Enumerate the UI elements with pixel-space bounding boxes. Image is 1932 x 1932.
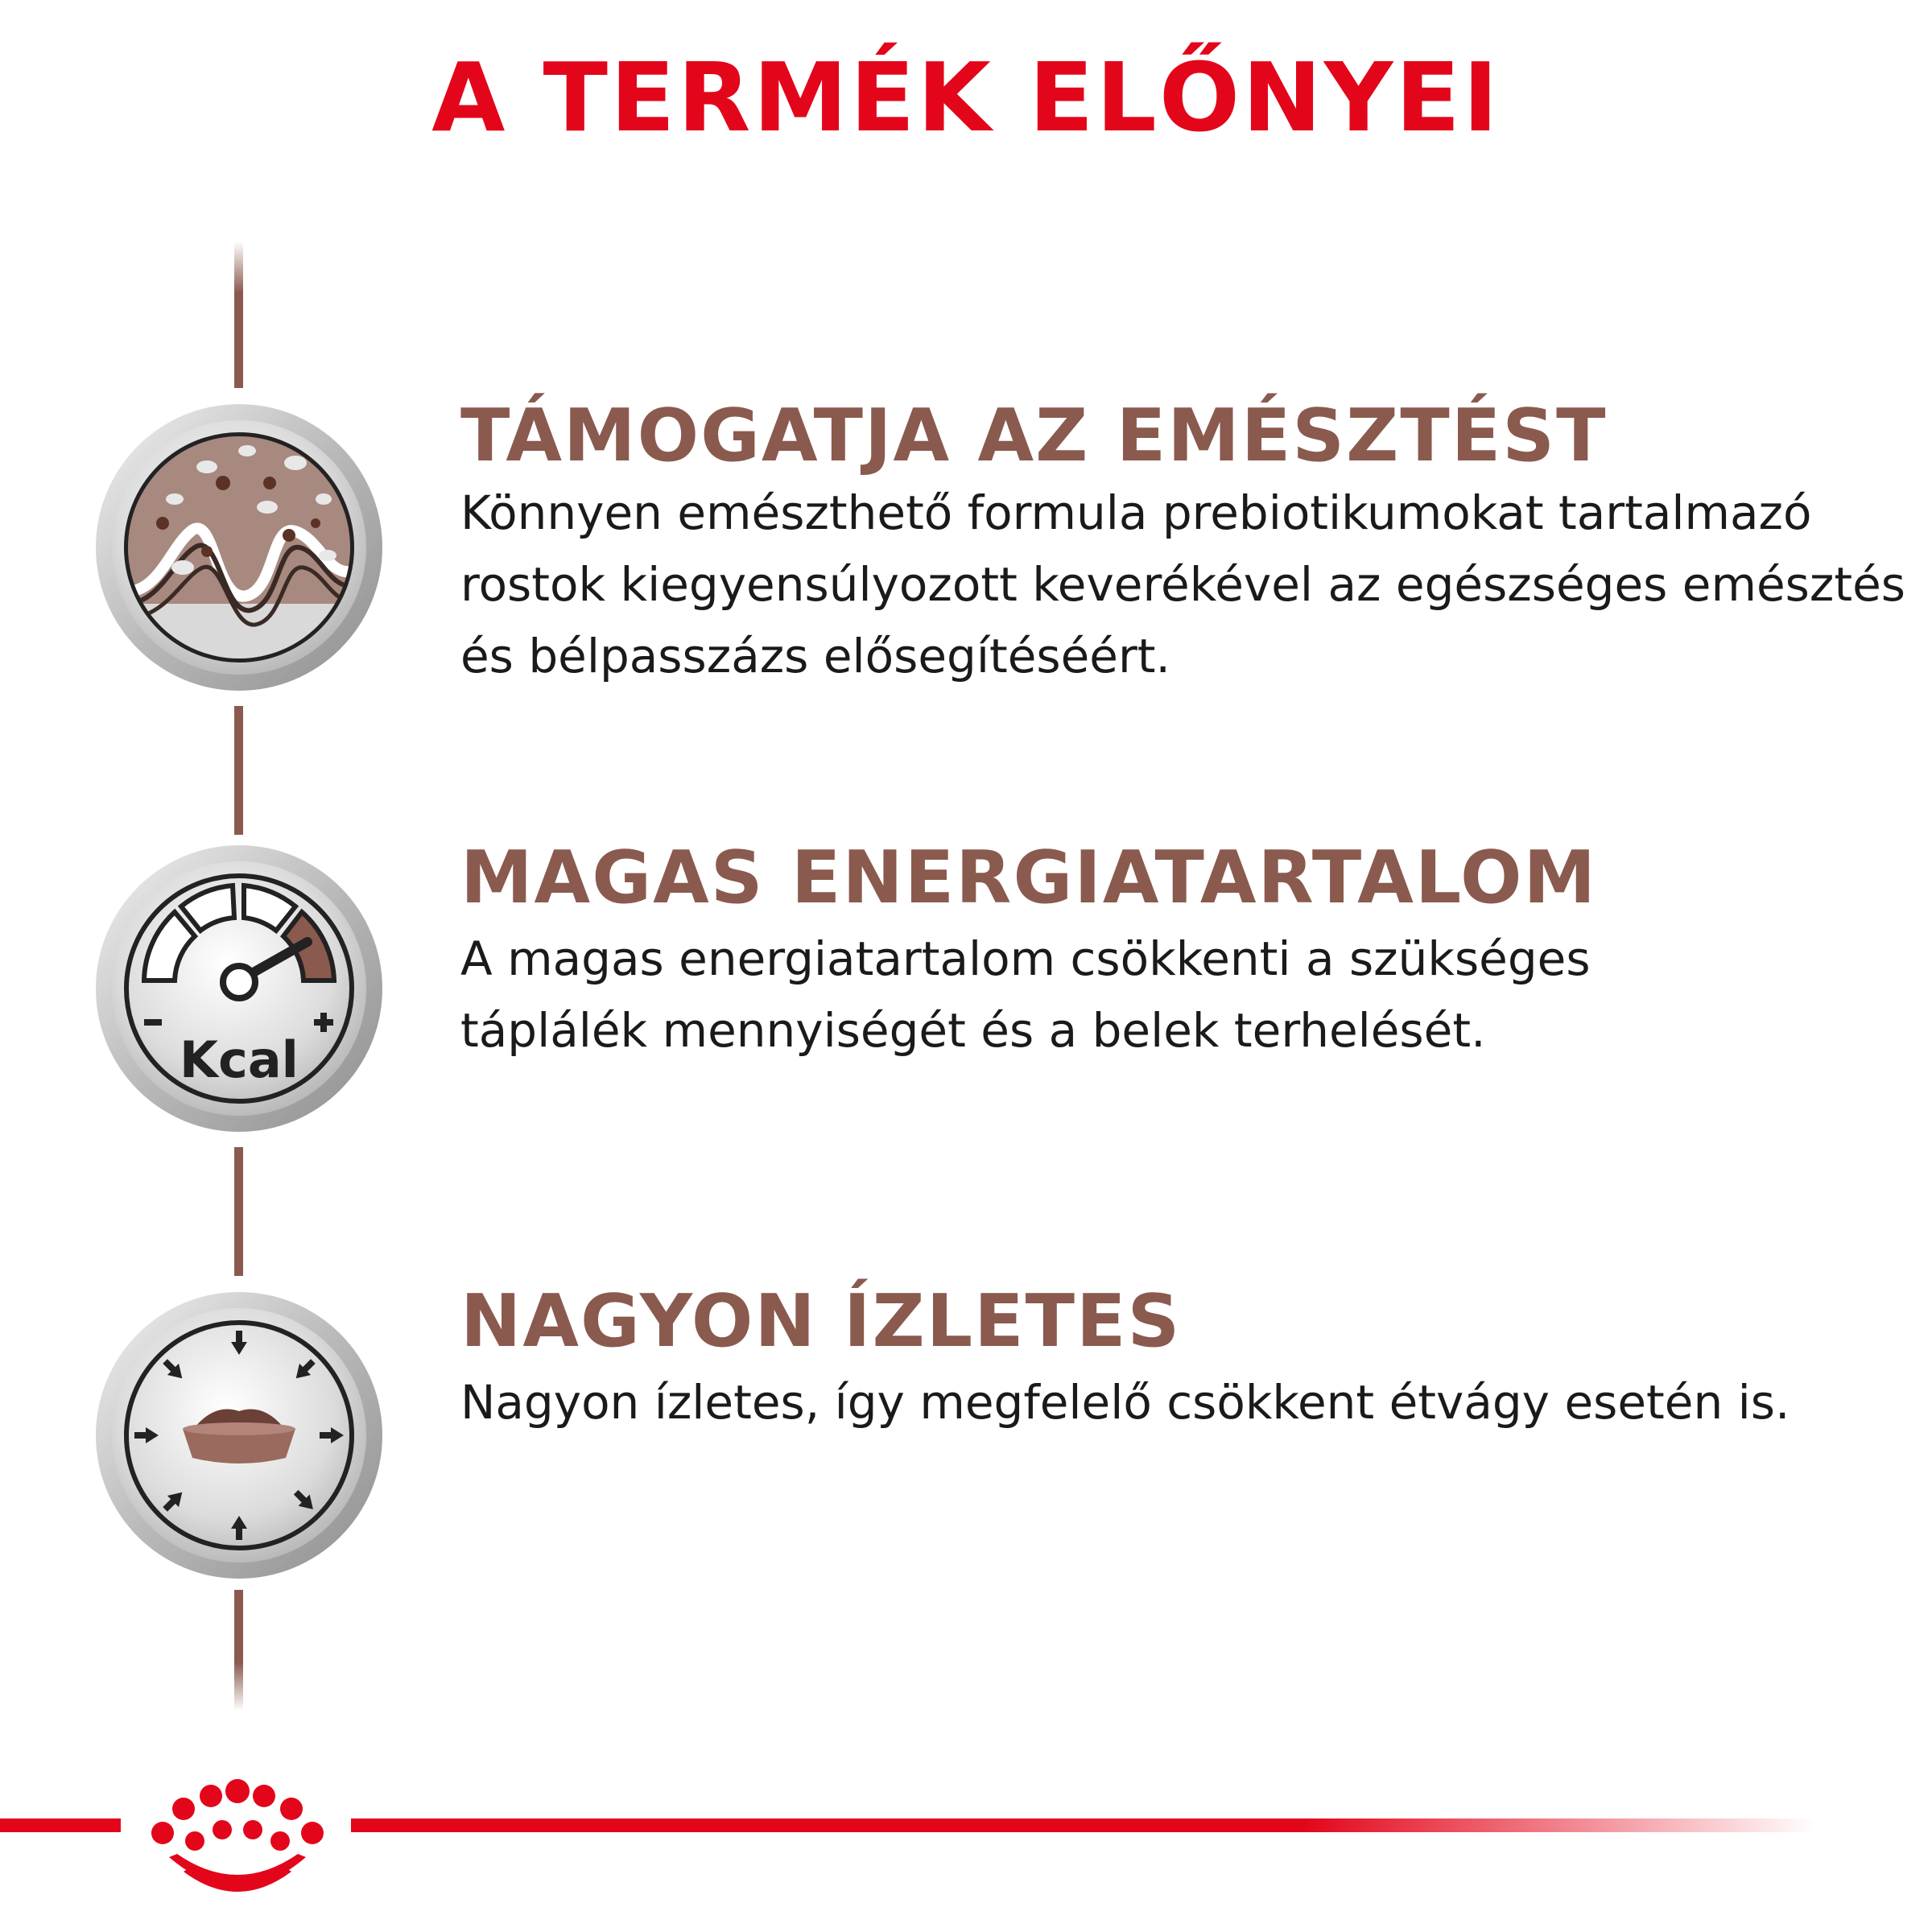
benefit-heading-digestion: TÁMOGATJA AZ EMÉSZTÉST <box>460 394 1608 478</box>
timeline-connector <box>234 1147 243 1276</box>
palatability-bowl-icon <box>94 1290 384 1580</box>
kcal-label: Kcal <box>180 1030 299 1089</box>
page-title: A TERMÉK ELŐNYEI <box>431 42 1501 153</box>
benefit-heading-palatability: NAGYON ÍZLETES <box>460 1279 1182 1364</box>
energy-gauge-icon <box>94 844 384 1133</box>
benefit-text-digestion: Könnyen emészthető formula prebiotikumokat tartalmazó rostok kiegyensúlyozott keverékével az egészséges emésztés és bélpasszázs elősegítéséért. <box>460 485 1905 683</box>
timeline-connector <box>234 1590 243 1711</box>
digestion-icon <box>94 402 384 692</box>
timeline-connector <box>234 242 243 388</box>
timeline-connector <box>234 706 243 835</box>
benefit-text-palatability: Nagyon ízletes, így megfelelő csökkent étvágy esetén is. <box>460 1375 1790 1430</box>
royal-canin-crown-logo <box>137 1767 338 1904</box>
benefit-text-energy: A magas energiatartalom csökkenti a szükséges táplálék mennyiségét és a belek terhelését. <box>460 931 1591 1058</box>
benefit-heading-energy: MAGAS ENERGIATARTALOM <box>460 836 1598 920</box>
footer-band <box>0 1818 121 1832</box>
footer-band <box>351 1818 1816 1832</box>
